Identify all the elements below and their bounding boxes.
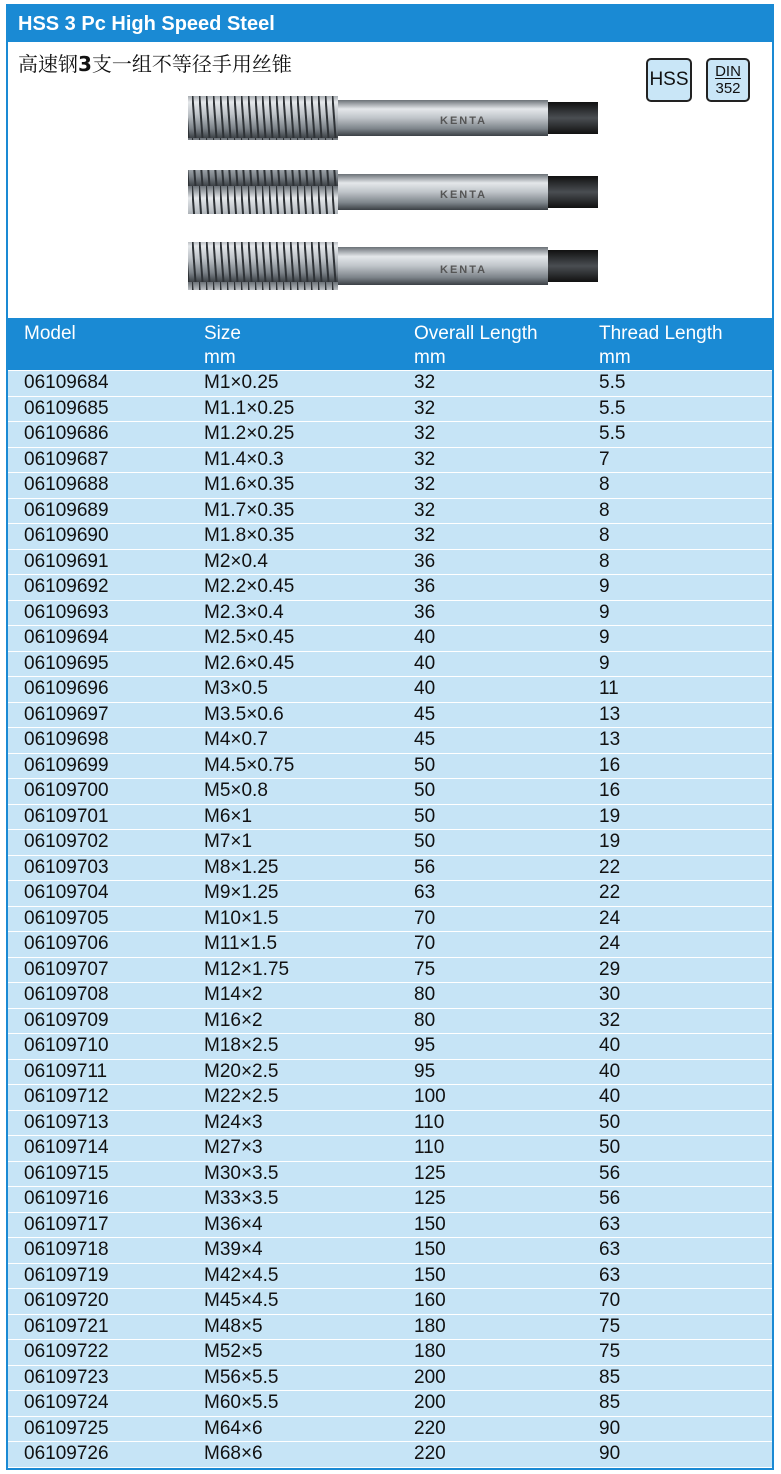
table-row (8, 370, 772, 396)
cell-size: M12×1.75 (204, 958, 290, 980)
cell-size: M11×1.5 (204, 933, 278, 954)
table-row (8, 1135, 772, 1161)
cell-overall-length: 32 (414, 397, 436, 419)
table-row (8, 1339, 772, 1365)
table-row (8, 1390, 772, 1416)
cell-model: 06109694 (24, 627, 109, 648)
cell-thread-length: 40 (599, 1035, 621, 1056)
cell-overall-length: 32 (414, 423, 436, 444)
chinese-subtitle (18, 48, 292, 77)
table-row (8, 396, 772, 422)
cell-thread-length: 13 (599, 703, 621, 725)
cell-model: 06109718 (24, 1239, 109, 1260)
cell-overall-length: 36 (414, 601, 436, 623)
cell-overall-length: 32 (414, 372, 436, 393)
cell-model: 06109710 (24, 1035, 109, 1056)
cell-model: 06109697 (24, 703, 109, 725)
cell-thread-length: 5.5 (599, 372, 626, 393)
table-row (8, 1288, 772, 1314)
cell-model: 06109705 (24, 907, 109, 929)
cell-overall-length: 80 (414, 984, 436, 1005)
cell-thread-length: 19 (599, 831, 621, 852)
cell-size: M42×4.5 (204, 1264, 279, 1286)
cell-thread-length: 16 (599, 780, 621, 801)
subtitle-pre: 高速钢 (18, 52, 78, 76)
cell-model: 06109699 (24, 754, 109, 776)
hss-badge: HSS (646, 58, 692, 102)
cell-model: 06109703 (24, 856, 109, 878)
cell-size: M2.2×0.45 (204, 576, 295, 597)
table-row (8, 600, 772, 626)
table-row (8, 880, 772, 906)
cell-thread-length: 90 (599, 1443, 621, 1464)
col-label: Thread Length (599, 323, 723, 344)
table-row (8, 804, 772, 830)
cell-model: 06109693 (24, 601, 109, 623)
cell-model: 06109695 (24, 652, 109, 674)
cell-thread-length: 30 (599, 984, 621, 1005)
cell-thread-length: 22 (599, 856, 621, 878)
cell-overall-length: 50 (414, 831, 436, 852)
cell-size: M36×4 (204, 1213, 263, 1235)
cell-thread-length: 24 (599, 933, 621, 954)
cell-overall-length: 40 (414, 678, 436, 699)
cell-size: M2.3×0.4 (204, 601, 284, 623)
col-label: Overall Length (414, 323, 538, 344)
cell-thread-length: 24 (599, 907, 621, 929)
cell-thread-length: 8 (599, 550, 610, 572)
cell-thread-length: 85 (599, 1392, 621, 1413)
din-badge-label: DIN (715, 63, 741, 80)
cell-model: 06109687 (24, 448, 109, 470)
table-row (8, 1033, 772, 1059)
cell-thread-length: 16 (599, 754, 621, 776)
cell-overall-length: 125 (414, 1162, 446, 1184)
table-row (8, 829, 772, 855)
table-row (8, 957, 772, 983)
cell-overall-length: 220 (414, 1417, 446, 1439)
table-row (8, 1161, 772, 1187)
cell-model: 06109696 (24, 678, 109, 699)
cell-model: 06109717 (24, 1213, 109, 1235)
table-row (8, 421, 772, 447)
cell-thread-length: 63 (599, 1213, 621, 1235)
cell-thread-length: 70 (599, 1290, 621, 1311)
col-header-overall-length (414, 322, 538, 370)
tap-brand-marking: KENTA (440, 115, 488, 127)
table-row (8, 1110, 772, 1136)
col-unit: mm (204, 347, 236, 368)
cell-overall-length: 180 (414, 1315, 446, 1337)
cell-thread-length: 11 (599, 678, 619, 699)
cell-thread-length: 29 (599, 958, 621, 980)
table-row (8, 1416, 772, 1442)
cell-thread-length: 22 (599, 882, 621, 903)
cell-thread-length: 75 (599, 1341, 621, 1362)
cell-size: M16×2 (204, 1009, 263, 1031)
cell-model: 06109713 (24, 1111, 109, 1133)
cell-size: M27×3 (204, 1137, 263, 1158)
cell-size: M60×5.5 (204, 1392, 279, 1413)
cell-model: 06109716 (24, 1188, 109, 1209)
cell-overall-length: 150 (414, 1239, 446, 1260)
table-row (8, 982, 772, 1008)
cell-size: M8×1.25 (204, 856, 279, 878)
cell-size: M1.7×0.35 (204, 499, 295, 521)
cell-thread-length: 9 (599, 601, 610, 623)
cell-overall-length: 110 (414, 1137, 445, 1158)
table-row (8, 523, 772, 549)
cell-overall-length: 200 (414, 1366, 446, 1388)
cell-size: M4.5×0.75 (204, 754, 295, 776)
cell-overall-length: 160 (414, 1290, 446, 1311)
cell-overall-length: 32 (414, 448, 436, 470)
table-row (8, 1263, 772, 1289)
col-label: Size (204, 323, 241, 344)
cell-model: 06109692 (24, 576, 109, 597)
table-row (8, 549, 772, 575)
cell-model: 06109711 (24, 1060, 108, 1082)
cell-thread-length: 9 (599, 576, 610, 597)
cell-size: M3×0.5 (204, 678, 268, 699)
cell-overall-length: 40 (414, 652, 436, 674)
cell-model: 06109685 (24, 397, 109, 419)
cell-overall-length: 180 (414, 1341, 446, 1362)
cell-overall-length: 75 (414, 958, 436, 980)
cell-thread-length: 56 (599, 1162, 621, 1184)
table-row (8, 625, 772, 651)
cell-overall-length: 100 (414, 1086, 446, 1107)
cell-model: 06109686 (24, 423, 109, 444)
cell-overall-length: 150 (414, 1264, 446, 1286)
cell-overall-length: 63 (414, 882, 436, 903)
cell-overall-length: 110 (414, 1111, 445, 1133)
table-row (8, 472, 772, 498)
cell-model: 06109722 (24, 1341, 109, 1362)
cell-overall-length: 45 (414, 703, 436, 725)
cell-overall-length: 40 (414, 627, 436, 648)
tap-taper (188, 96, 598, 140)
col-header-size (204, 322, 241, 370)
subtitle-post: 支一组不等径手用丝锥 (91, 52, 292, 76)
cell-model: 06109712 (24, 1086, 109, 1107)
cell-size: M7×1 (204, 831, 253, 852)
taps-product-image (178, 90, 598, 302)
table-row (8, 1186, 772, 1212)
cell-size: M2.5×0.45 (204, 627, 295, 648)
table-row (8, 1237, 772, 1263)
table-row (8, 727, 772, 753)
cell-overall-length: 220 (414, 1443, 446, 1464)
table-row (8, 753, 772, 779)
cell-thread-length: 19 (599, 805, 621, 827)
cell-thread-length: 7 (599, 448, 610, 470)
cell-thread-length: 90 (599, 1417, 621, 1439)
table-row (8, 676, 772, 702)
cell-size: M48×5 (204, 1315, 263, 1337)
col-header-thread-length (599, 322, 723, 370)
table-row (8, 778, 772, 804)
cell-overall-length: 70 (414, 907, 436, 929)
cell-size: M1.1×0.25 (204, 397, 295, 419)
cell-size: M18×2.5 (204, 1035, 279, 1056)
cell-model: 06109723 (24, 1366, 109, 1388)
cell-model: 06109691 (24, 550, 109, 572)
tap-bottoming (188, 242, 598, 290)
table-row (8, 1212, 772, 1238)
table-row (8, 1059, 772, 1085)
cell-size: M1.2×0.25 (204, 423, 295, 444)
cell-model: 06109704 (24, 882, 109, 903)
cell-overall-length: 95 (414, 1035, 436, 1056)
cell-overall-length: 80 (414, 1009, 436, 1031)
cell-model: 06109706 (24, 933, 109, 954)
table-header (8, 318, 772, 370)
cell-size: M2.6×0.45 (204, 652, 295, 674)
cell-overall-length: 200 (414, 1392, 446, 1413)
cell-size: M52×5 (204, 1341, 263, 1362)
cell-model: 06109725 (24, 1417, 109, 1439)
cell-size: M4×0.7 (204, 729, 268, 750)
tap-brand-marking: KENTA (440, 264, 488, 276)
table-row (8, 498, 772, 524)
cell-thread-length: 9 (599, 627, 610, 648)
cell-size: M1×0.25 (204, 372, 279, 393)
cell-size: M6×1 (204, 805, 253, 827)
din-badge-number: 352 (715, 80, 741, 97)
cell-size: M68×6 (204, 1443, 263, 1464)
table-row (8, 574, 772, 600)
cell-thread-length: 63 (599, 1239, 621, 1260)
table-row (8, 1365, 772, 1391)
cell-thread-length: 8 (599, 525, 610, 546)
table-row (8, 447, 772, 473)
cell-thread-length: 9 (599, 652, 610, 674)
page-title: HSS 3 Pc High Speed Steel (8, 6, 772, 42)
tap-brand-marking: KENTA (440, 189, 488, 201)
cell-model: 06109707 (24, 958, 109, 980)
cell-overall-length: 45 (414, 729, 436, 750)
cell-thread-length: 75 (599, 1315, 621, 1337)
cell-size: M24×3 (204, 1111, 263, 1133)
cell-overall-length: 36 (414, 576, 436, 597)
table-row (8, 1084, 772, 1110)
cell-model: 06109721 (24, 1315, 109, 1337)
cell-size: M56×5.5 (204, 1366, 279, 1388)
cell-size: M2×0.4 (204, 550, 268, 572)
table-body (8, 370, 772, 1467)
cell-model: 06109719 (24, 1264, 109, 1286)
cell-overall-length: 95 (414, 1060, 436, 1082)
cell-overall-length: 32 (414, 474, 436, 495)
cell-size: M1.6×0.35 (204, 474, 295, 495)
cell-thread-length: 50 (599, 1137, 621, 1158)
cell-size: M5×0.8 (204, 780, 268, 801)
din-352-badge (706, 58, 750, 102)
cell-size: M3.5×0.6 (204, 703, 284, 725)
cell-size: M1.8×0.35 (204, 525, 295, 546)
cell-size: M10×1.5 (204, 907, 279, 929)
cell-overall-length: 125 (414, 1188, 446, 1209)
cell-model: 06109700 (24, 780, 109, 801)
cell-size: M33×3.5 (204, 1188, 279, 1209)
table-row (8, 906, 772, 932)
catalog-panel (6, 4, 774, 1470)
table-row (8, 855, 772, 881)
tap-plug (188, 170, 598, 214)
cell-thread-length: 40 (599, 1086, 621, 1107)
cell-overall-length: 56 (414, 856, 436, 878)
cell-model: 06109702 (24, 831, 109, 852)
cell-overall-length: 36 (414, 550, 436, 572)
cell-overall-length: 50 (414, 780, 436, 801)
cell-model: 06109690 (24, 525, 109, 546)
cell-thread-length: 5.5 (599, 423, 626, 444)
cell-size: M20×2.5 (204, 1060, 279, 1082)
cell-thread-length: 8 (599, 474, 610, 495)
cell-size: M39×4 (204, 1239, 263, 1260)
cell-overall-length: 50 (414, 805, 436, 827)
table-row (8, 1008, 772, 1034)
cell-size: M14×2 (204, 984, 263, 1005)
col-label: Model (24, 323, 76, 344)
cell-model: 06109701 (24, 805, 109, 827)
cell-model: 06109709 (24, 1009, 109, 1031)
cell-thread-length: 85 (599, 1366, 621, 1388)
cell-overall-length: 150 (414, 1213, 446, 1235)
cell-thread-length: 13 (599, 729, 621, 750)
cell-thread-length: 8 (599, 499, 610, 521)
table-row (8, 651, 772, 677)
cell-model: 06109715 (24, 1162, 109, 1184)
table-row (8, 1314, 772, 1340)
cell-thread-length: 50 (599, 1111, 621, 1133)
cell-thread-length: 40 (599, 1060, 621, 1082)
subtitle-bold: 3 (78, 52, 92, 76)
cell-thread-length: 56 (599, 1188, 621, 1209)
cell-thread-length: 63 (599, 1264, 621, 1286)
cell-model: 06109708 (24, 984, 109, 1005)
cell-size: M30×3.5 (204, 1162, 279, 1184)
cell-overall-length: 32 (414, 499, 436, 521)
cell-model: 06109714 (24, 1137, 109, 1158)
col-header-model (24, 322, 76, 346)
col-unit: mm (599, 347, 631, 368)
cell-model: 06109689 (24, 499, 109, 521)
table-row (8, 1441, 772, 1467)
cell-model: 06109720 (24, 1290, 109, 1311)
cell-thread-length: 32 (599, 1009, 621, 1031)
spec-table (8, 318, 772, 1467)
cell-thread-length: 5.5 (599, 397, 626, 419)
table-row (8, 931, 772, 957)
table-row (8, 702, 772, 728)
cell-overall-length: 32 (414, 525, 436, 546)
cell-size: M9×1.25 (204, 882, 279, 903)
cell-size: M45×4.5 (204, 1290, 279, 1311)
cell-model: 06109688 (24, 474, 109, 495)
cell-size: M64×6 (204, 1417, 263, 1439)
cell-model: 06109724 (24, 1392, 109, 1413)
cell-model: 06109698 (24, 729, 109, 750)
cell-overall-length: 50 (414, 754, 436, 776)
cell-size: M1.4×0.3 (204, 448, 284, 470)
col-unit: mm (414, 347, 446, 368)
cell-model: 06109684 (24, 372, 109, 393)
cell-overall-length: 70 (414, 933, 436, 954)
cell-size: M22×2.5 (204, 1086, 279, 1107)
cell-model: 06109726 (24, 1443, 109, 1464)
